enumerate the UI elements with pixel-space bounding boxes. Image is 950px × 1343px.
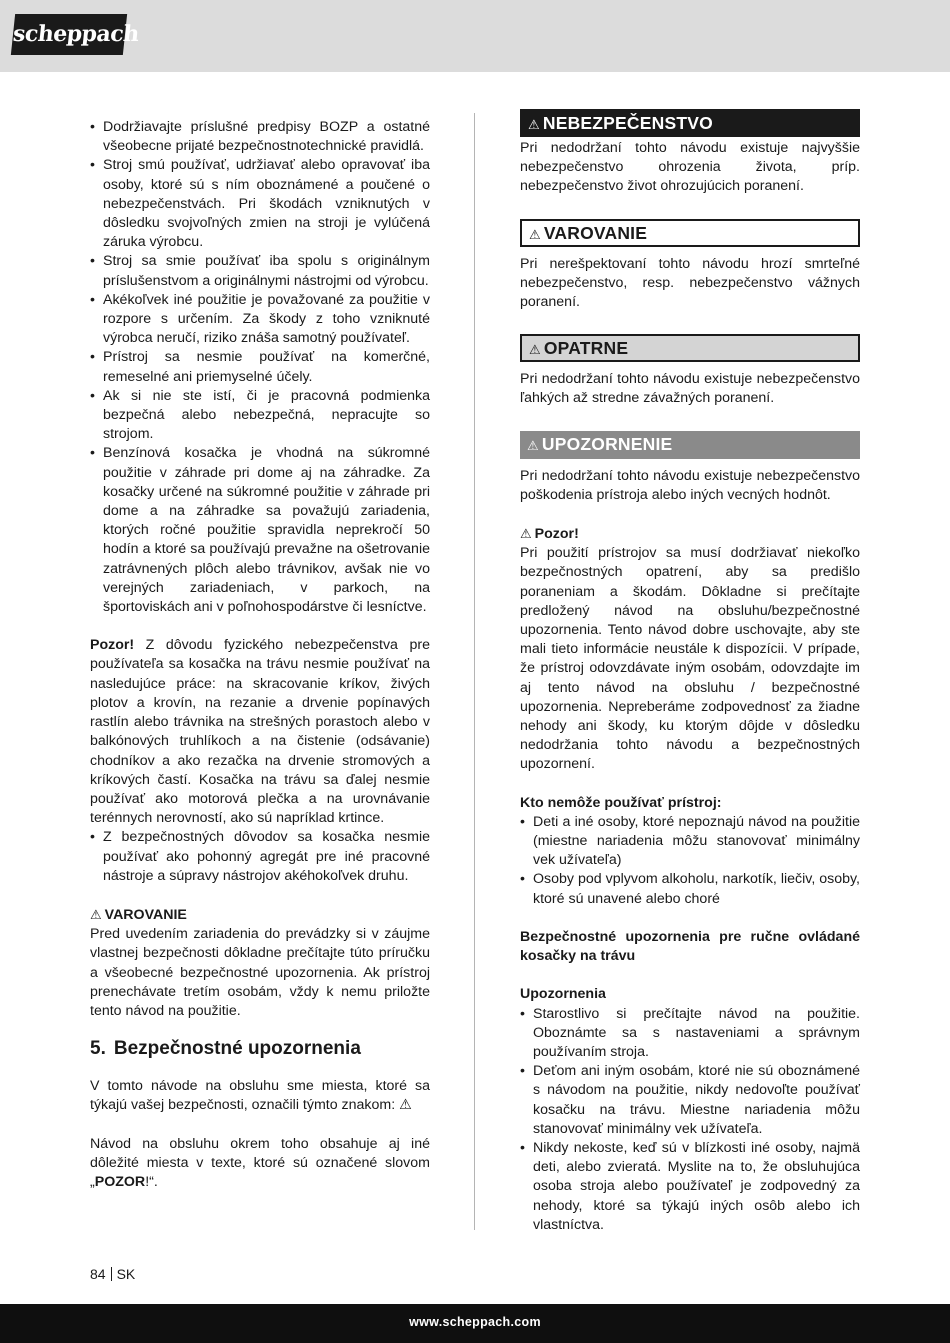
manual-text: Návod na obsluhu okrem toho obsahuje aj iné dôležité miesta v texte, ktoré sú označené slovom „POZOR!“. [90, 1135, 430, 1190]
who-heading: Kto nemôže používať prístroj: [520, 794, 722, 811]
warning-text: Pred uvedením zariadenia do prevádzky si v záujme vlastnej bezpečnosti dôkladne prečítajte túto príručku a všeobecné bezpečnostné upozornenia. Ak prístroj prenechávate tretím osobám, vždy k nemu priložte tento návod na použitie. [90, 926, 430, 1019]
page-footer [90, 1265, 135, 1283]
list-item: • Akékoľvek iné použitie je považované za použitie v rozpore s určením. Za škody z toho vzniknuté výrobca neručí, riziko znáša samotný používateľ. [90, 291, 430, 349]
scheppach-logo: scheppach [11, 14, 127, 55]
bottom-bar [0, 1304, 950, 1343]
section-heading [90, 1037, 430, 1061]
list-item: • Deťom ani iným osobám, ktoré nie sú oboznámené s návodom na použitie, nikdy nedovoľte používať kosačku na trávu. Miestne nariadenia môžu stanovovať minimálny vek užívateľa. [520, 1062, 860, 1139]
footer-separator [111, 1267, 112, 1281]
right-column [520, 109, 860, 1235]
mower-heading: Bezpečnostné upozornenia pre ručne ovládané kosačky na trávu [520, 928, 860, 965]
drive-unit-list [90, 828, 430, 886]
warning-triangle-icon: ⚠ [527, 437, 539, 453]
caution-box: ⚠ OPATRNE [520, 334, 860, 362]
pozor-text: Z dôvodu fyzického nebezpečenstva pre používateľa sa kosačka na trávu nesmie používať na nasledujúce práce: na skracovanie kríkov, živých plotov a krovín, na rezanie a drvenie popínavých rastlín alebo trávnika na strešných porastoch alebo v balkónových truhlíkoch a na čistenie (odsávanie) chodníkov a ako rezačka na drvenie stromových a kríkových častí. Kosačka na trávu sa ďalej nesmie používať ako motorová plečka a na urovnávanie terénnych nerovností, ako sú napríklad krtince. [90, 637, 430, 827]
warning-triangle-icon: ⚠ [528, 117, 540, 132]
list-item: • Stroj sa smie používať iba spolu s originálnym príslušenstvom a originálnymi nástrojmi od výrobcu. [90, 252, 430, 290]
column-divider [474, 113, 475, 1230]
page-number: 84 [90, 1266, 106, 1282]
warning-box: ⚠ VAROVANIE [520, 219, 860, 247]
warning-heading: ⚠ VAROVANIE [90, 906, 187, 923]
list-item: • Nikdy nekoste, keď sú v blízkosti iné osoby, najmä deti, alebo zvieratá. Myslite na to, že obsluhujúca osoba stroja alebo používateľ je zodpovedný za nehody, ktoré sa týkajú iných osôb alebo ich vlastníctva. [520, 1139, 860, 1235]
caution-text: Pri nedodržaní tohto návodu existuje nebezpečenstvo ľahkých až stredne závažných poranení. [520, 371, 860, 407]
pozor-text: Pri použití prístrojov sa musí dodržiavať niekoľko bezpečnostných opatrení, aby sa predišlo poraneniam a škodám. Dôkladne si prečítajte predložený návod na obsluhu/bezpečnostné upozornenia. Tento návod dobre uschovajte, aby ste mali tieto informácie neustále k dispozícii. V prípade, že prístroj odovzdávate iným osobám, odovzdajte im aj tento návod na obsluhu / bezpečnostné upozornenia. Nepreberáme zodpovednosť za žiadne nehody ani škody, ku ktorým dôjde v dôsledku nedodržania tohto návodu a bezpečnostných upozornení. [520, 545, 860, 773]
warning-triangle-icon: ⚠ [529, 226, 541, 242]
pozor-label: Pozor! [90, 637, 135, 654]
intro-text: V tomto návode na obsluhu sme miesta, ktoré sa týkajú vašej bezpečnosti, označili týmto znakom: ⚠ [90, 1078, 430, 1114]
section-title: Bezpečnostné upozornenia [113, 1038, 361, 1060]
notice-text: Pri nedodržaní tohto návodu existuje nebezpečenstvo poškodenia prístroja alebo iných vecných hodnôt. [520, 467, 860, 503]
list-item: • Starostlivo si prečítajte návod na použitie. Oboznámte sa s nastaveniami a správnym používaním stroja. [520, 1005, 860, 1063]
left-column [90, 118, 430, 1192]
header-bar [0, 0, 950, 72]
warning-text: Pri nerešpektovaní tohto návodu hrozí smrteľné nebezpečenstvo, resp. nebezpečenstvo vážnych poranení. [520, 255, 860, 311]
list-item: • Benzínová kosačka je vhodná na súkromné použitie v záhrade pri dome aj na záhradke. Za kosačky určené na súkromné použitie v záhrade pri dome a na záhradke sa považujú zariadenia, ktorých ročné použitie spravidla neprekročí 50 hodín a ktoré sa používajú prevažne na ošetrovanie zatrávnených plôch alebo trávnikov, avšak nie vo verejných zariadeniach, v parkoch, na športoviskách ani v poľnohospodárstve či lesníctve. [90, 444, 430, 617]
section-number: 5. [90, 1038, 106, 1060]
language-code: SK [116, 1266, 136, 1282]
website-link[interactable]: www.scheppach.com [409, 1315, 541, 1329]
who-list [520, 813, 860, 909]
notices-list [520, 1005, 860, 1235]
warning-triangle-icon: ⚠ [90, 906, 102, 922]
general-safety-list [90, 118, 430, 617]
warning-triangle-icon: ⚠ [520, 526, 532, 542]
list-item: • Osoby pod vplyvom alkoholu, narkotík, liečiv, osoby, ktoré sú unavené alebo choré [520, 870, 860, 908]
pozor-paragraph [90, 636, 430, 828]
warning-triangle-icon: ⚠ [529, 342, 541, 358]
list-item: • Deti a iné osoby, ktoré nepoznajú návod na použitie (miestne nariadenia môžu stanovovať minimálny vek užívateľa) [520, 813, 860, 871]
list-item: • Prístroj sa nesmie používať na komerčné, remeselné ani priemyselné účely. [90, 348, 430, 386]
danger-text: Pri nedodržaní tohto návodu existuje najvyššie nebezpečenstvo ohrozenia života, príp. nebezpečenstvo život ohrozujúcich poranení. [520, 140, 860, 195]
danger-box: ⚠ NEBEZPEČENSTVO [520, 109, 860, 137]
list-item: • Dodržiavajte príslušné predpisy BOZP a ostatné všeobecne prijaté bezpečnostnotechnické pravidlá. [90, 118, 430, 156]
notices-heading: Upozornenia [520, 986, 606, 1003]
notice-box: ⚠ UPOZORNENIE [520, 431, 860, 459]
pozor-heading: ⚠ Pozor! [520, 526, 579, 543]
list-item: • Stroj smú používať, udržiavať alebo opravovať iba osoby, ktoré sú s ním oboznámené a poučené o nebezpečenstvách. Pri škodách vzniknutých v dôsledku svojvoľných zmien na stroji je vylúčená záruka výrobcu. [90, 156, 430, 252]
list-item: • Ak si nie ste istí, či je pracovná podmienka bezpečná alebo nebezpečná, nepracujte so strojom. [90, 387, 430, 445]
list-item: • Z bezpečnostných dôvodov sa kosačka nesmie používať ako pohonný agregát pre iné pracovné nástroje a súpravy nástrojov akéhokoľvek druhu. [90, 828, 430, 886]
